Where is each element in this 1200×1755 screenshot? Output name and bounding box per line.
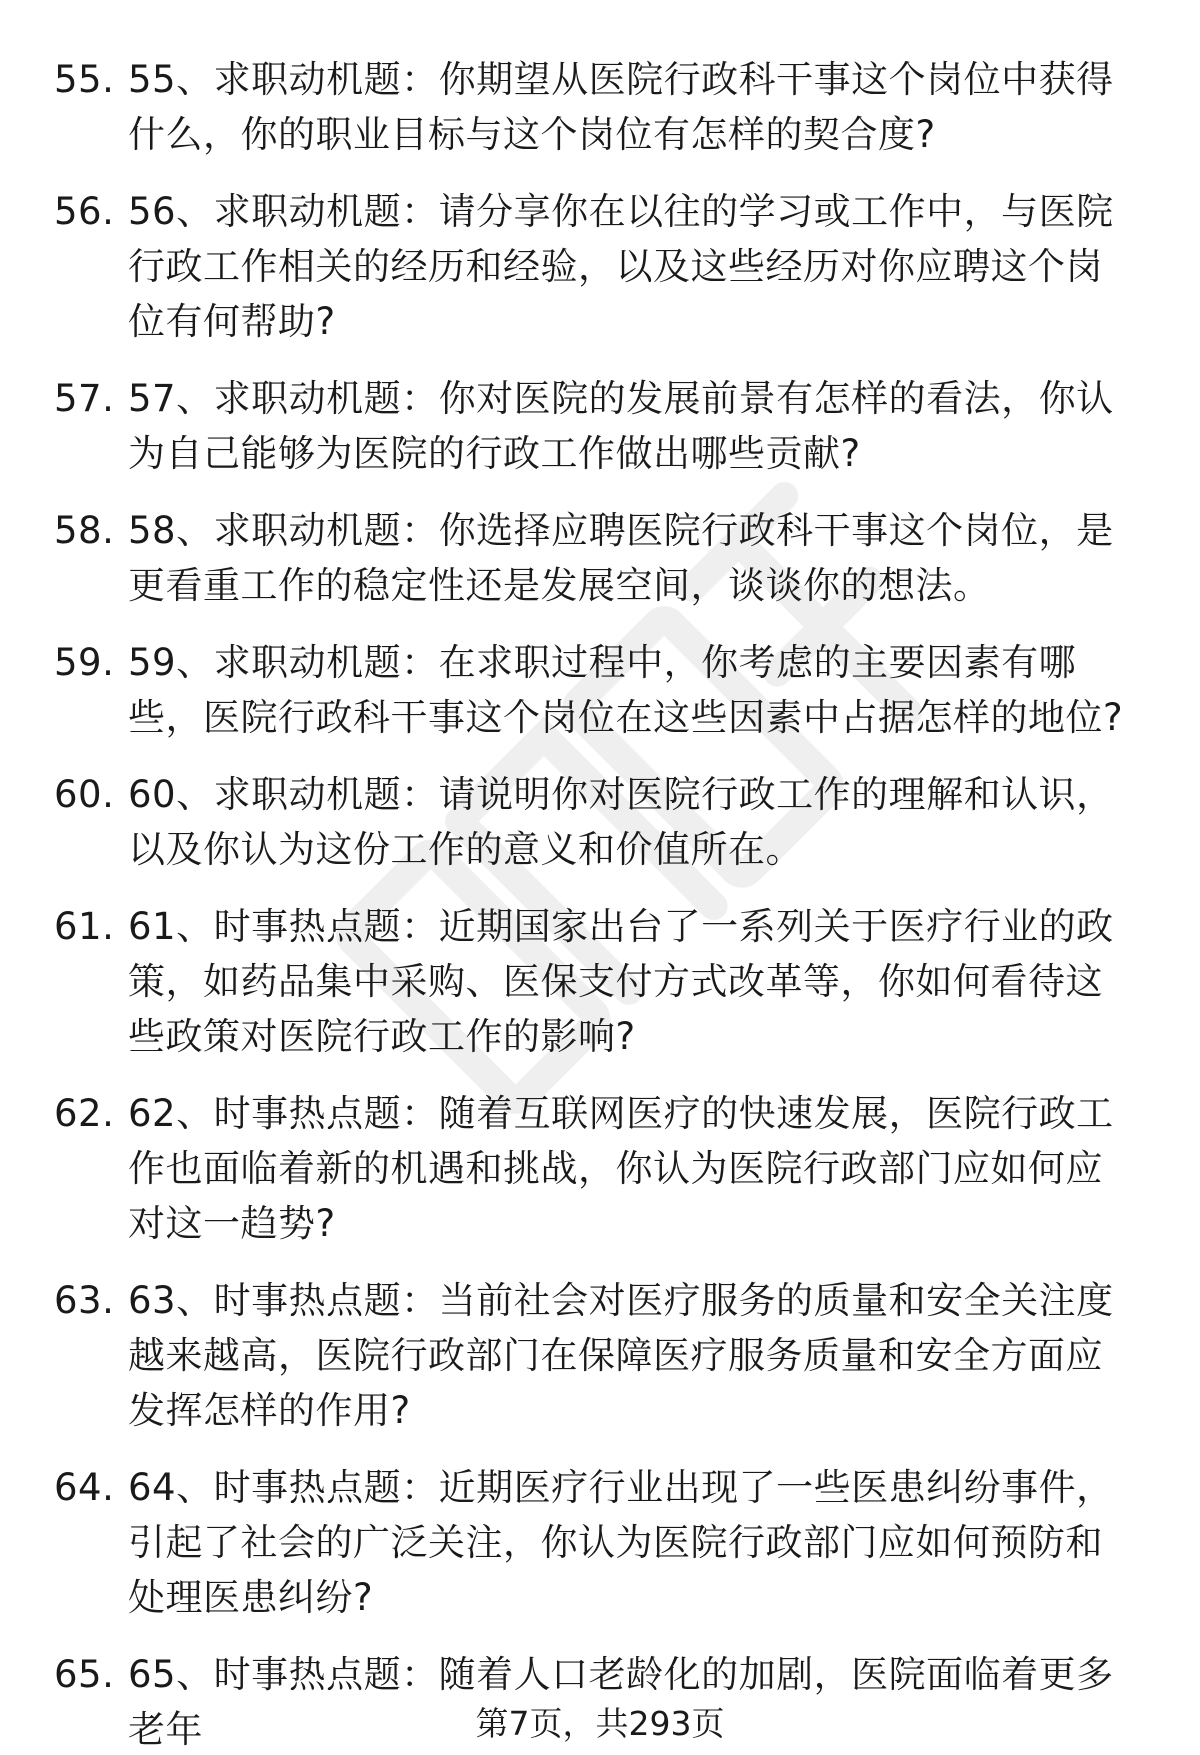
item-text: 59、求职动机题：在求职过程中，你考虑的主要因素有哪些，医院行政科干事这个岗位在这些因素中占据怎样的地位? — [128, 641, 1124, 739]
item-number: 63. — [54, 1279, 115, 1322]
list-item — [0, 371, 1200, 481]
item-text: 56、求职动机题：请分享你在以往的学习或工作中，与医院行政工作相关的经历和经验，以及这些经历对你应聘这个岗位有何帮助? — [128, 190, 1114, 343]
item-text: 63、时事热点题：当前社会对医疗服务的质量和安全关注度越来越高，医院行政部门在保障医疗服务质量和安全方面应发挥怎样的作用? — [128, 1279, 1114, 1432]
list-item — [0, 635, 1200, 745]
item-text: 60、求职动机题：请说明你对医院行政工作的理解和认识，以及你认为这份工作的意义和价值所在。 — [128, 773, 1114, 871]
item-number: 60. — [54, 773, 115, 816]
list-item — [0, 1273, 1200, 1438]
item-text: 55、求职动机题：你期望从医院行政科干事这个岗位中获得什么，你的职业目标与这个岗位有怎样的契合度? — [128, 58, 1114, 156]
page-footer: 第7页，共293页 — [475, 1704, 725, 1743]
item-text: 57、求职动机题：你对医院的发展前景有怎样的看法，你认为自己能够为医院的行政工作做出哪些贡献? — [128, 377, 1114, 475]
item-text: 65、时事热点题：随着人口老龄化的加剧，医院面临着更多老年 — [128, 1653, 1114, 1751]
item-number: 64. — [54, 1466, 115, 1509]
item-number: 65. — [54, 1653, 115, 1696]
question-list — [0, 52, 1200, 1755]
item-number: 62. — [54, 1092, 115, 1135]
item-text: 62、时事热点题：随着互联网医疗的快速发展，医院行政工作也面临着新的机遇和挑战，你认为医院行政部门应如何应对这一趋势? — [128, 1092, 1114, 1245]
item-text: 58、求职动机题：你选择应聘医院行政科干事这个岗位，是更看重工作的稳定性还是发展空间，谈谈你的想法。 — [128, 509, 1114, 607]
list-item — [0, 899, 1200, 1064]
item-number: 56. — [54, 190, 115, 233]
item-number: 58. — [54, 509, 115, 552]
list-item — [0, 1086, 1200, 1251]
item-number: 57. — [54, 377, 115, 420]
list-item — [0, 503, 1200, 613]
item-number: 61. — [54, 905, 115, 948]
list-item — [0, 1460, 1200, 1625]
item-text: 64、时事热点题：近期医疗行业出现了一些医患纠纷事件，引起了社会的广泛关注，你认为医院行政部门应如何预防和处理医患纠纷? — [128, 1466, 1114, 1619]
list-item — [0, 767, 1200, 877]
list-item — [0, 184, 1200, 349]
item-number: 55. — [54, 58, 115, 101]
item-number: 59. — [54, 641, 115, 684]
item-text: 61、时事热点题：近期国家出台了一系列关于医疗行业的政策，如药品集中采购、医保支付方式改革等，你如何看待这些政策对医院行政工作的影响? — [128, 905, 1114, 1058]
list-item — [0, 52, 1200, 162]
